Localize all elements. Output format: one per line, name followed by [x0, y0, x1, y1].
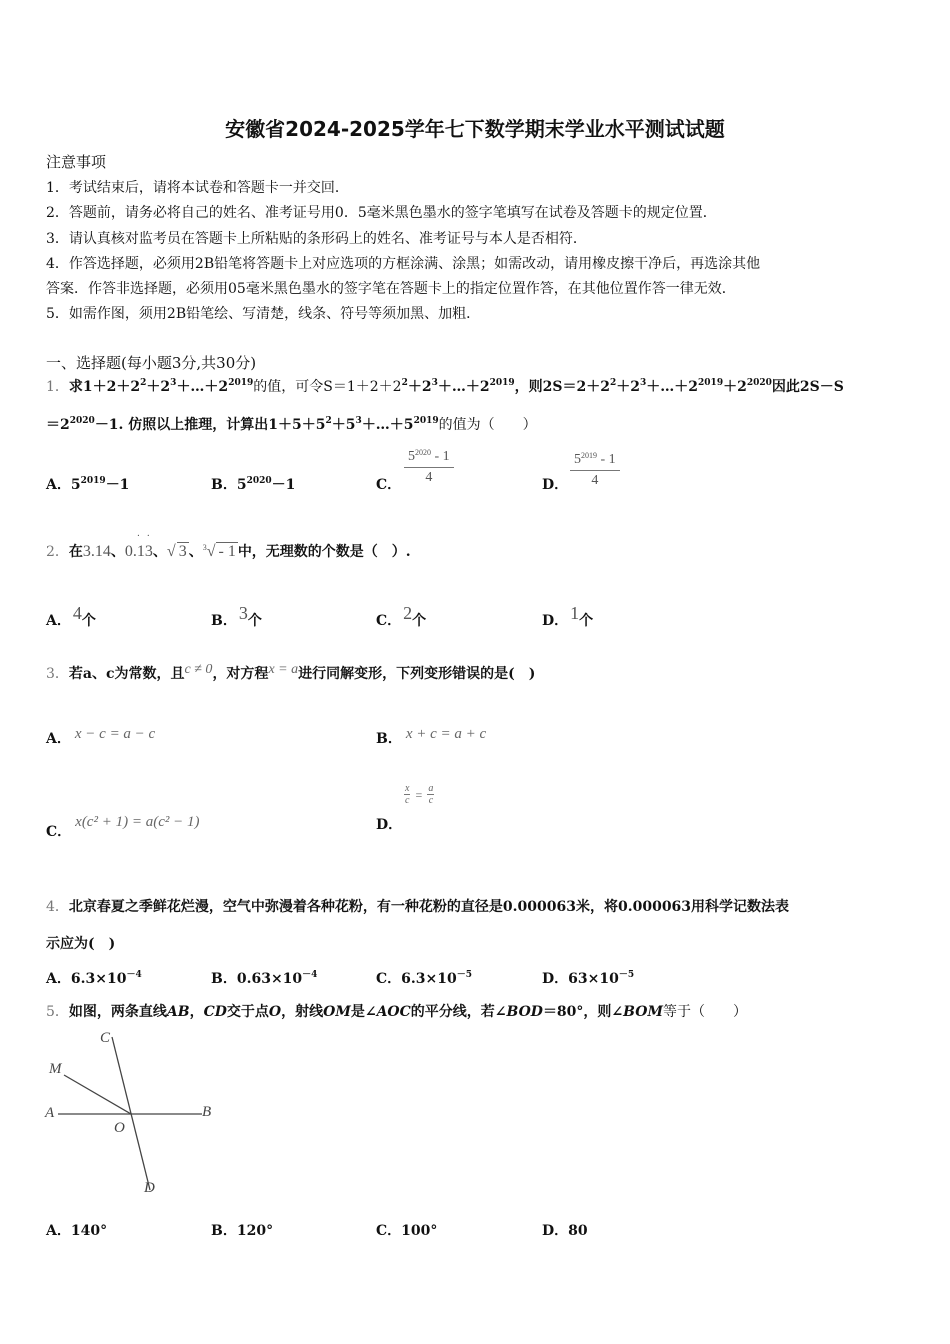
option-label: C．: [376, 613, 402, 629]
q2-sep: 、: [188, 544, 203, 560]
label-b: B: [202, 1104, 212, 1120]
option-label: B．: [211, 477, 237, 493]
q1-text: ＋…＋2: [437, 379, 490, 395]
q5-text: 是∠: [350, 1004, 377, 1020]
q1-exp: 2020: [746, 378, 772, 388]
q2-number: 3.14: [82, 543, 111, 560]
question-1-line-1: [46, 376, 844, 396]
label-c: C: [100, 1030, 111, 1046]
section-heading: 一、选择题(每小题3分,共30分): [46, 354, 257, 372]
option-label: A．: [46, 1223, 71, 1239]
q5-var: CD: [203, 1004, 227, 1020]
q5-var: AOC: [376, 1004, 411, 1020]
frac-num: x: [405, 783, 410, 794]
q1-option-c[interactable]: [376, 474, 401, 494]
q1-option-d[interactable]: [542, 474, 568, 494]
q5-var: O: [268, 1004, 282, 1020]
notice-item: 3．请认真核对监考员在答题卡上所粘贴的条形码上的姓名、准考证号与本人是否相符．: [46, 231, 587, 247]
q1-exp: 2019: [698, 378, 724, 388]
q1-option-b[interactable]: [211, 474, 295, 494]
option-text: 63×10: [568, 971, 619, 987]
option-exp: －4: [126, 970, 142, 980]
q1-option-d-fraction: [570, 451, 620, 489]
q4-option-b[interactable]: [211, 967, 317, 988]
q5-geometry-figure: [40, 1025, 230, 1200]
q1-option-c-fraction: [404, 448, 454, 486]
label-o: O: [114, 1120, 125, 1136]
q2-repeating-decimal: 0.13: [124, 543, 153, 560]
q1-text: ＝2: [46, 417, 70, 433]
option-label: B．: [211, 613, 237, 629]
option-value: 2: [403, 603, 413, 623]
q1-exp: 2020: [69, 416, 95, 426]
option-label: D．: [542, 477, 569, 493]
option-expression: x(c² + 1) = a(c² − 1): [75, 814, 200, 830]
q5-text: ，: [189, 1004, 204, 1020]
q5-option-b[interactable]: [211, 1220, 273, 1240]
option-label: D．: [542, 1223, 569, 1239]
frac-exp: 2019: [581, 451, 597, 460]
option-label: A．: [46, 971, 71, 987]
q3-option-c[interactable]: [46, 814, 199, 841]
q1-text: 的值，可令S＝1＋2＋2: [253, 379, 402, 395]
q3-text: ，对方程: [212, 666, 269, 682]
q1-text: 因此2S－S: [771, 379, 844, 395]
q1-exp: 2019: [413, 416, 439, 426]
option-value: 120°: [236, 1223, 274, 1239]
q1-exp: 2019: [489, 378, 515, 388]
question-number: 1．: [46, 379, 69, 395]
frac-num: - 1: [597, 452, 616, 467]
option-exp: 2019: [80, 476, 106, 486]
q1-text: ＋5: [331, 417, 356, 433]
option-value: 140°: [70, 1223, 108, 1239]
option-value: 1: [570, 603, 580, 623]
q3-option-b[interactable]: [376, 726, 486, 748]
question-4-line-2: 示应为( ): [46, 936, 116, 952]
q1-exp: 2: [140, 378, 147, 388]
q2-text: 中，无理数的个数是（ ）.: [237, 544, 411, 560]
notice-item: 1．考试结束后，请将本试卷和答题卡一并交回．: [46, 180, 349, 196]
q2-sep: 、: [110, 544, 125, 560]
option-label: A．: [46, 477, 71, 493]
q2-option-c[interactable]: [376, 603, 426, 630]
option-value: 100°: [401, 1223, 438, 1239]
q1-text: ＋2: [723, 379, 747, 395]
option-value: 3: [238, 603, 248, 623]
option-label: C．: [376, 971, 402, 987]
question-number: 5．: [46, 1004, 69, 1020]
equals-sign: =: [415, 788, 423, 802]
cube-root-neg-1: [203, 543, 238, 560]
radicand: 3: [178, 543, 187, 560]
label-m: M: [49, 1061, 62, 1077]
option-label: C．: [376, 1223, 402, 1239]
radicand: - 1: [218, 543, 236, 560]
option-unit: 个: [81, 613, 96, 629]
option-label: D．: [542, 971, 569, 987]
option-text: 6.3×10: [70, 971, 127, 987]
option-text: －1: [105, 477, 130, 493]
option-label: B．: [376, 731, 402, 747]
frac-den: 4: [425, 470, 433, 485]
q1-text: ＋…＋2: [646, 379, 699, 395]
q2-text: 在: [68, 544, 83, 560]
q1-exp: 2: [401, 378, 408, 388]
option-unit: 个: [247, 613, 262, 629]
question-2: [46, 531, 411, 561]
q4-option-d[interactable]: [542, 967, 634, 988]
question-3: [46, 662, 535, 683]
sqrt-3: [167, 543, 189, 560]
question-5: [46, 1001, 747, 1021]
frac-den: c: [428, 795, 434, 806]
frac-num: a: [428, 783, 434, 794]
q1-text: 的值为（ ）: [438, 417, 537, 433]
q1-exp: 2: [610, 378, 617, 388]
option-label: D．: [542, 613, 569, 629]
option-expression: x + c = a + c: [405, 726, 487, 742]
notice-item: 4．作答选择题，必须用2B铅笔将答题卡上对应选项的方框涂满、涂黑；如需改动，请用橡皮擦干净后，再选涂其他: [46, 256, 761, 272]
option-label: B．: [211, 971, 237, 987]
root-index: 3: [202, 543, 207, 552]
q3-option-a[interactable]: [46, 726, 155, 748]
question-number: 3．: [46, 666, 69, 682]
q3-option-d[interactable]: [376, 814, 402, 834]
repeat-dots: · ·: [136, 531, 152, 542]
q5-text: ，射线: [281, 1004, 324, 1020]
notice-item: 5．如需作图，须用2B铅笔绘、写清楚，线条、符号等须加黑、加粗．: [46, 306, 481, 322]
q1-text: 求1＋2＋2: [68, 379, 141, 395]
q2-option-d[interactable]: [542, 603, 593, 630]
question-4-line-1: [46, 896, 789, 916]
q1-exp: 3: [170, 378, 177, 388]
frac-num: 5: [574, 452, 581, 467]
label-d: D: [144, 1180, 155, 1196]
q5-option-c[interactable]: [376, 1220, 437, 1240]
option-exp: －5: [618, 970, 635, 980]
option-label: A．: [46, 731, 71, 747]
option-text: 5: [70, 477, 81, 493]
q1-text: －1. 仿照以上推理，计算出1＋5＋5: [94, 417, 326, 433]
q5-var: AB: [166, 1004, 190, 1020]
q1-exp: 3: [640, 378, 647, 388]
notice-item: 答案．作答非选择题，必须用05毫米黑色墨水的签字笔在答题卡上的指定位置作答，在其他位置作答一律无效．: [46, 281, 736, 297]
q3-condition: c ≠ 0: [184, 662, 213, 677]
q4-option-c[interactable]: [376, 967, 472, 988]
q1-text: ＋2: [407, 379, 432, 395]
page-title: 安徽省2024-2025学年七下数学期末学业水平测试试题: [225, 117, 725, 141]
radical-sign: √: [166, 543, 176, 560]
q3-text: 若a、c为常数，且: [68, 666, 185, 682]
option-exp: －4: [302, 970, 318, 980]
option-unit: 个: [412, 613, 427, 629]
q1-text: ＋…＋2: [176, 379, 229, 395]
q1-text: ＋2: [616, 379, 641, 395]
ray-om: [64, 1075, 131, 1114]
q3-equation: x = a: [268, 662, 299, 677]
frac-num: - 1: [431, 449, 450, 464]
q1-exp: 3: [355, 416, 362, 426]
option-expression: x − c = a − c: [74, 726, 156, 742]
option-exp: 2020: [246, 476, 272, 486]
notice-item: 2．答题前，请务必将自己的姓名、准考证号用0．5毫米黑色墨水的签字笔填写在试卷及答题卡的规定位置．: [46, 205, 717, 221]
q5-text: ＝80°，则∠: [542, 1004, 624, 1020]
q5-var: BOD: [506, 1004, 543, 1020]
q5-text: 交于点: [226, 1004, 269, 1020]
option-label: C．: [376, 477, 402, 493]
q1-exp: 3: [431, 378, 438, 388]
q1-exp: 2: [325, 416, 332, 426]
q5-var: OM: [323, 1004, 351, 1020]
q5-text: 如图，两条直线: [68, 1004, 167, 1020]
q1-text: ，则2S＝2＋2: [514, 379, 610, 395]
q1-text: ＋2: [146, 379, 171, 395]
radical-sign: √: [206, 543, 216, 560]
q2-option-a[interactable]: [46, 603, 96, 630]
option-label: A．: [46, 613, 71, 629]
question-1-line-2: [46, 414, 537, 434]
frac-exp: 2020: [415, 448, 431, 457]
frac-num: 5: [408, 449, 415, 464]
notice-heading: 注意事项: [46, 153, 107, 171]
option-text: 6.3×10: [401, 971, 457, 987]
question-number: 2．: [46, 544, 69, 560]
q4-option-a[interactable]: [46, 967, 142, 988]
q5-option-d[interactable]: [542, 1220, 588, 1240]
label-a: A: [45, 1105, 55, 1121]
option-label: D．: [376, 817, 403, 833]
q1-exp: 2019: [228, 378, 254, 388]
frac-den: 4: [591, 473, 599, 488]
q5-option-a[interactable]: [46, 1220, 107, 1240]
option-exp: －5: [456, 970, 472, 980]
option-text: 5: [236, 477, 247, 493]
option-label: C．: [46, 824, 72, 840]
q2-option-b[interactable]: [211, 603, 262, 630]
option-label: B．: [211, 1223, 237, 1239]
q5-text: 等于（ ）: [662, 1004, 747, 1020]
q3-option-d-expression: [404, 783, 434, 807]
q5-text: 的平分线，若∠: [410, 1004, 507, 1020]
q5-var: BOM: [623, 1004, 663, 1020]
q2-sep: 、: [152, 544, 167, 560]
q1-option-a[interactable]: [46, 474, 129, 494]
option-text: －1: [271, 477, 296, 493]
frac-den: c: [405, 795, 410, 806]
option-unit: 个: [579, 613, 594, 629]
option-text: 0.63×10: [236, 971, 303, 987]
option-value: 4: [72, 603, 82, 623]
q3-text: 进行同解变形，下列变形错误的是( ): [298, 666, 536, 682]
q1-text: ＋…＋5: [361, 417, 414, 433]
q4-text: 北京春夏之季鲜花烂漫，空气中弥漫着各种花粉，有一种花粉的直径是0.000063米，将0.000063用科学记数法表: [68, 899, 790, 915]
question-number: 4．: [46, 899, 69, 915]
option-value: 80: [568, 1223, 588, 1239]
